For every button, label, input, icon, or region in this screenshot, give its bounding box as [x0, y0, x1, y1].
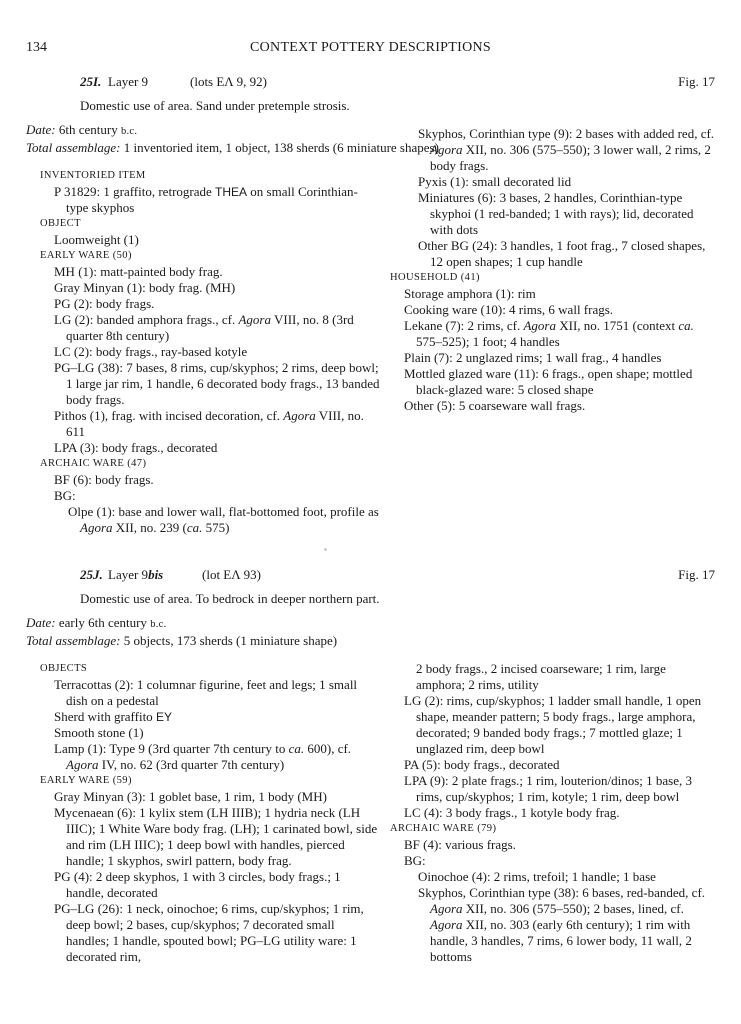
list-item: Cooking ware (10): 4 rims, 6 wall frags. — [404, 302, 614, 317]
context-heading — [26, 74, 715, 92]
context-layer: Layer 9 — [108, 74, 149, 89]
list-item: PG–LG (38): 7 bases, 8 rims, cup/skyphos; 2 rims, deep bowl; 1 large jar rim, 1 handle, 6 decorated body frags., 13 banded body frags. — [54, 360, 380, 407]
list-item: Oinochoe (4): 2 rims, trefoil; 1 handle; 1 base — [418, 869, 656, 884]
context-layer: Layer 9bis — [108, 567, 164, 582]
list-item: LPA (9): 2 plate frags.; 1 rim, louterion/dinos; 1 base, 3 rims, cup/skyphos; 1 rim, kotyle; 1 rim, deep bowl — [404, 773, 693, 804]
context-description: Domestic use of area. To bedrock in deeper northern part. — [80, 591, 380, 606]
list-item: LPA (3): body frags., decorated — [54, 440, 218, 455]
list-item: Skyphos, Corinthian type (38): 6 bases, red-banded, cf. Agora XII, no. 306 (575–550); 2 bases, lined, cf. Agora XII, no. 303 (early 6th century); 1 rim with handle, 3 handles, 7 rims, 6 lower body, 11 wall, 2 bottoms — [418, 885, 706, 964]
list-item: PG (2): body frags. — [54, 296, 155, 311]
category-heading: INVENTORIED ITEM — [40, 170, 146, 181]
left-column — [40, 168, 380, 536]
list-item: Mottled glazed ware (11): 6 frags., open shape; mottled black-glazed ware: 5 closed shape — [404, 366, 693, 397]
figure-ref: Fig. 17 — [678, 567, 715, 582]
list-item: Pyxis (1): small decorated lid — [418, 174, 572, 189]
context-lots: (lots EΛ 9, 92) — [190, 74, 267, 89]
list-item: PA (5): body frags., decorated — [404, 757, 560, 772]
category-heading: ARCHAIC WARE (47) — [40, 458, 147, 469]
page-number: 134 — [26, 40, 47, 55]
right-column — [390, 126, 715, 414]
list-item: PG (4): 2 deep skyphos, 1 with 3 circles, body frags.; 1 handle, decorated — [54, 869, 341, 900]
list-item: BG: — [54, 488, 76, 503]
list-item: LG (2): rims, cup/skyphos; 1 ladder small handle, 1 open shape, meander pattern; 5 body frags., large amphora, decorated; 9 banded body frags.; 7 mottled glaze; 1 unglazed rim, deep bowl — [404, 693, 702, 756]
list-item: BG: — [404, 853, 426, 868]
category-heading: EARLY WARE (50) — [40, 250, 132, 261]
category-heading: OBJECT — [40, 218, 81, 229]
list-item: Sherd with graffito EY — [54, 709, 172, 724]
list-item: Olpe (1): base and lower wall, flat-bottomed foot, profile as Agora XII, no. 239 (ca. 575) — [68, 504, 379, 535]
list-item: Loomweight (1) — [54, 232, 139, 247]
context-25j — [26, 567, 715, 964]
date-line: Date: early 6th century b.c. — [26, 615, 167, 630]
right-column — [390, 661, 715, 965]
list-item-continued: 2 body frags., 2 incised coarseware; 1 rim, large amphora; 2 rims, utility — [416, 661, 666, 692]
category-heading: ARCHAIC WARE (79) — [390, 823, 497, 834]
list-item: MH (1): matt-painted body frag. — [54, 264, 223, 279]
page-speck — [324, 548, 327, 551]
category-heading: OBJECTS — [40, 663, 88, 674]
context-lots: (lot EΛ 93) — [202, 567, 261, 582]
list-item: LC (4): 3 body frags., 1 kotyle body frag. — [404, 805, 620, 820]
list-item: Gray Minyan (3): 1 goblet base, 1 rim, 1 body (MH) — [54, 789, 327, 804]
date-line: Date: 6th century b.c. — [26, 122, 138, 137]
list-item: Plain (7): 2 unglazed rims; 1 wall frag., 4 handles — [404, 350, 662, 365]
list-item: PG–LG (26): 1 neck, oinochoe; 6 rims, cup/skyphos; 1 rim, deep bowl; 2 bases, cup/skyphos; 7 decorated small handles; 1 handle, spouted bowl; PG–LG utility ware: 1 decorated rim, — [54, 901, 364, 964]
category-heading: HOUSEHOLD (41) — [390, 272, 480, 283]
context-25i — [26, 74, 715, 535]
list-item: Gray Minyan (1): body frag. (MH) — [54, 280, 236, 295]
list-item: Miniatures (6): 3 bases, 2 handles, Corinthian-type skyphoi (1 red-banded; 1 with rays); lid, decorated with dots — [418, 190, 694, 237]
list-item: Lekane (7): 2 rims, cf. Agora XII, no. 1751 (context ca. 575–525); 1 foot; 4 handles — [404, 318, 694, 349]
list-item: Mycenaean (6): 1 kylix stem (LH IIIB); 1 hydria neck (LH IIIC); 1 White Ware body frag. (LH); 1 carinated bowl, side and rim (LH IIIC); 1 deep bowl with handles, pierced handle; 1 skyphos, swirl pattern, body frag. — [54, 805, 378, 868]
context-id: 25I. — [80, 74, 102, 89]
total-assemblage: Total assemblage: 5 objects, 173 sherds (1 miniature shape) — [26, 633, 338, 648]
list-item: Smooth stone (1) — [54, 725, 144, 740]
list-item: LG (2): banded amphora frags., cf. Agora VIII, no. 8 (3rd quarter 8th century) — [54, 312, 354, 343]
list-item: BF (4): various frags. — [404, 837, 516, 852]
list-item: Pithos (1), frag. with incised decoration, cf. Agora VIII, no. 611 — [54, 408, 364, 439]
figure-ref: Fig. 17 — [678, 74, 715, 89]
context-id: 25J. — [80, 567, 103, 582]
context-heading — [26, 567, 715, 585]
category-heading: EARLY WARE (59) — [40, 775, 132, 786]
list-item: Other (5): 5 coarseware wall frags. — [404, 398, 586, 413]
list-item: Skyphos, Corinthian type (9): 2 bases with added red, cf. Agora XII, no. 306 (575–550); 3 lower wall, 2 rims, 2 body frags. — [418, 126, 715, 173]
running-title: CONTEXT POTTERY DESCRIPTIONS — [250, 40, 491, 55]
list-item: Terracottas (2): 1 columnar figurine, feet and legs; 1 small dish on a pedestal — [54, 677, 358, 708]
left-column — [40, 661, 380, 965]
list-item: Other BG (24): 3 handles, 1 foot frag., 7 closed shapes, 12 open shapes; 1 cup handle — [418, 238, 706, 269]
list-item: Lamp (1): Type 9 (3rd quarter 7th century to ca. 600), cf. Agora IV, no. 62 (3rd quarter 7th century) — [54, 741, 352, 772]
list-item: Storage amphora (1): rim — [404, 286, 536, 301]
running-head — [26, 40, 715, 60]
list-item: P 31829: 1 graffito, retrograde THEA on small Corinthian-type skyphos — [54, 184, 358, 215]
list-item: BF (6): body frags. — [54, 472, 154, 487]
context-description: Domestic use of area. Sand under pretemple strosis. — [80, 98, 350, 113]
list-item: LC (2): body frags., ray-based kotyle — [54, 344, 248, 359]
total-assemblage: Total assemblage: 1 inventoried item, 1 object, 138 sherds (6 miniature shapes) — [26, 140, 439, 155]
